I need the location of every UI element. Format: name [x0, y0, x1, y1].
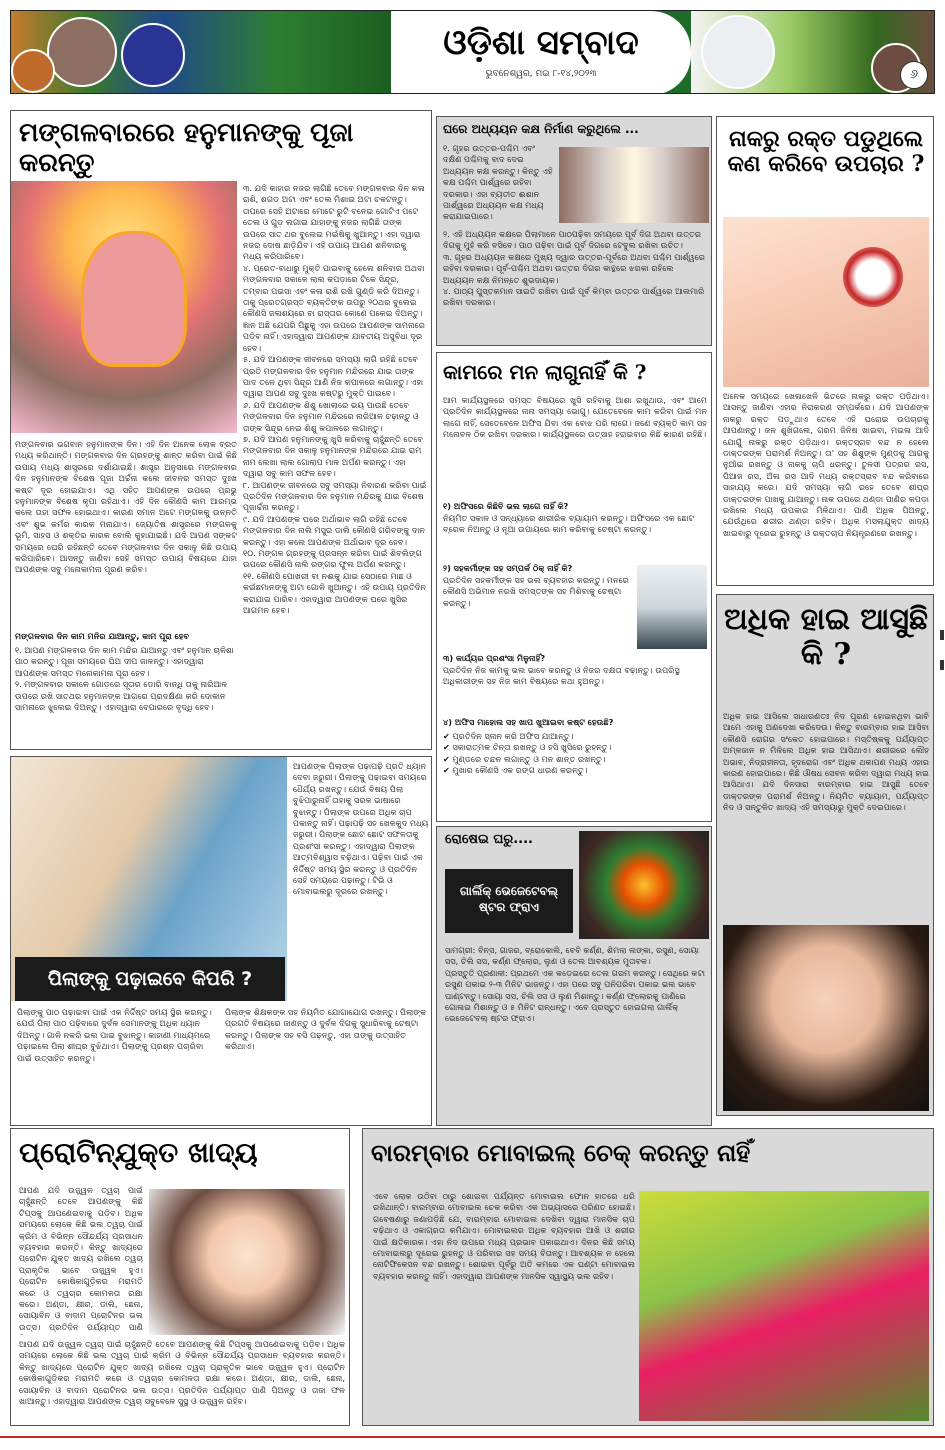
kids-study-left-bottom: ପିଲାଙ୍କୁ ପାଠ ପଢ଼ାଇବା ପାଇଁ ଏକ ନିର୍ଦ୍ଦିଷ୍ଟ ସମୟ ସ୍ଥିର କରନ୍ତୁ। ଯେଉଁ ପିଲା ପାଠ ପଢ଼ିବାରେ ଦୁର୍ବଳ ସେମାନଙ୍କୁ ଅଧିକ ଧ୍ୟାନ ଦିଅନ୍ତୁ। ଗାଳି ନକରି ଭଲ ପାଇ ବୁଝାନ୍ତୁ। କାହାଣୀ ମାଧ୍ୟମରେ ପଢ଼ାଇଲେ ପିଲା ଶୀଘ୍ର ବୁଝିଥାଏ। ପିଲାଙ୍କୁ ପ୍ରଶ୍ନ ପଚାରିବା ପାଇଁ ଉତ୍ସାହିତ କରନ୍ତୁ। [17, 1007, 212, 1063]
article-subhead: ମଙ୍ଗଳବାର ଦିନ କାମ ମନିର ଯାଆନ୍ତୁ, କାମ ପୂରା ହେବ [15, 631, 190, 641]
article-headline: ବାରମ୍ବାର ମୋବାଇଲ୍ ଚେକ୍ କରନ୍ତୁ ନାହିଁ [371, 1138, 751, 1167]
paper-dateline: ଭୁବନେଶ୍ୱର, ମଇ ୮-୧୪,୨୦୨୩ [485, 69, 597, 79]
yawning-woman-image [723, 925, 929, 1111]
focus-a4: ✔ ପ୍ରତିଦିନ ସ୍ନାନ କରି ଅଫିସ ଯାଆନ୍ତୁ। ✔ ସକାରାତ୍ମକ ଚିନ୍ତା ରଖନ୍ତୁ ଓ ହସି ଖୁସିରେ ରୁହନ୍ତୁ। ✔ ମୁଣ୍ଡରେ ଚନ୍ଦନ ଲଗାନ୍ତୁ ଓ ମନ ଶାନ୍ତ ରଖନ୍ତୁ। ✔ ମୁଖାର କୌଣସି ଏକ ରଙ୍ଗ ଧାରଣ କରନ୍ତୁ। [443, 731, 612, 776]
article-headline: ଅଧିକ ହାଇ ଆସୁଛି କି ? [724, 602, 928, 672]
kids-study-headline: ପିଲାଙ୍କୁ ପଢ଼ାଇବେ କିପରି ? [47, 968, 253, 990]
focus-q3: ୩) କାର୍ଯ୍ୟର ପ୍ରଶଂସା ମିଳୁନାହିଁ? [443, 653, 546, 663]
registration-mark [940, 630, 944, 640]
recipe-title-box [445, 869, 573, 933]
article-hanuman [10, 110, 432, 750]
article-recipe [436, 826, 712, 1126]
article-headline: ନାକରୁ ରକ୍ତ ପଡୁଥିଲେ କଣ କରିବେ ଉପଚାର ? [727, 126, 925, 178]
kids-study-right-top: ଆପଣଙ୍କ ପିଲାଙ୍କ ପଢ଼ାପଢ଼ି ପ୍ରତି ଧ୍ୟାନ ଦେବା ଜରୁରୀ। ପିଲାଙ୍କୁ ପଢ଼ାଇବା ସମୟରେ ଧୈର୍ଯ୍ୟ ରଖନ୍ତୁ। ଯେଉଁ ବିଷୟ ପିଲା ବୁଝିପାରୁନାହିଁ ତାହାକୁ ସରଳ ଭାଷାରେ ବୁଝାନ୍ତୁ। ପିଲାଙ୍କ ଉପରେ ଅଧିକ ଚାପ ପକାନ୍ତୁ ନାହିଁ। ପଢ଼ାପଢ଼ି ସହ ଖେଳକୁଦ ମଧ୍ୟ ଜରୁରୀ। ପିଲାଙ୍କ ଛୋଟ ଛୋଟ ସଫଳତାକୁ ପ୍ରଶଂସା କରନ୍ତୁ। ଏହାଦ୍ୱାରା ପିଲାଙ୍କ ଆତ୍ମବିଶ୍ୱାସ ବଢ଼ିଥାଏ। ପଢ଼ିବା ପାଇଁ ଏକ ନିର୍ଦ୍ଦିଷ୍ଟ ସମୟ ସ୍ଥିର କରନ୍ତୁ ଓ ପ୍ରତିଦିନ ସେହି ସମୟରେ ପଢ଼ାନ୍ତୁ। ଟିଭି ଓ ମୋବାଇଲରୁ ଦୂରରେ ରଖନ୍ତୁ। [293, 761, 429, 897]
article-intro: ମଙ୍ଗଳବାର ଭଗବାନ ହନୁମାନଙ୍କ ଦିନ। ଏହି ଦିନ ଅନେକ ଲୋକ ବ୍ରତ ମଧ୍ୟ କରିଥାନ୍ତି। ମଙ୍ଗଳବାର ଦିନ ଗ୍ରହଙ୍କୁ ଶାନ୍ତ କରିବା ପାଇଁ କିଛି ଉପାୟ ମଧ୍ୟ ଶାସ୍ତ୍ରରେ ଦର୍ଶାଯାଇଛି। ଶାସ୍ତ୍ର ଅନୁସାରେ ମଙ୍ଗଳବାର ଦିନ ହନୁମାନଙ୍କ ବିଶେଷ ପୂଜା ଅର୍ଚ୍ଚନା କଲେ ଜୀବନର ସମସ୍ତ ଦୁଃଖ କଷ୍ଟ ଦୂର ହୋଇଯାଏ। ଏଥି ସହିତ ଆପଣଙ୍କ ଉପରେ ପ୍ରଭୁ ହନୁମାନଙ୍କ ବିଶେଷ କୃପା ରହିଥାଏ। ଏହି ଦିନ କୌଣସି କାମ ଆରମ୍ଭ କଲେ ତାହା ସଫଳ ହୋଇଥାଏ। କାରଣ ସମାନ ଅଟେ ମଙ୍ଗଳକୁ ଉନ୍ନତି ଏବଂ ଶୁଭ କର୍ମର କାରକ ମନାଯାଏ। ଜ୍ୟୋତିଷ ଶାସ୍ତ୍ରରେ ମଙ୍ଗଳକୁ ଭୂମି, ସାହସ ଓ ଶକ୍ତିର କାରକ ବୋଲି କୁହାଯାଇଛି। ଯଦି ଆପଣ ସଙ୍କଟ ସମୟରେ ଘେରି ରହିଛନ୍ତି ତେବେ ମଙ୍ଗଳବାର ଦିନ ସକାଳୁ କିଛି ଉପାୟ କରିପାରିବେ। ଆସନ୍ତୁ ଜାଣିବା ସେହି ସମସ୍ତ ଉପାୟ ବିଷୟରେ ଯାହା ଆପଣଙ୍କ ସବୁ ମନୋକାମନା ପୂରଣ କରିବ। [15, 439, 237, 575]
article-mobile [362, 1128, 934, 1426]
article-text-left-points: ୧. ଆପଣ ମଙ୍ଗଳବାର ଦିନ କାମ ମନ୍ଦିର ଯାଆନ୍ତୁ ଏବଂ ହନୁମାନ ଚାଳିଶା ପାଠ କରନ୍ତୁ। ପୂଜା ସମୟରେ ଘିଅ ଦୀପ ଜାଳନ୍ତୁ। ଏହାଦ୍ୱାରା ଆପଣଙ୍କ ସମସ୍ତ ମନୋକାମନା ପୂରା ହେବ। ୨. ମଙ୍ଗଳବାର ସକାଳେ ଗୋଡ଼ରେ ସୂତାର ଡୋରି ବାନ୍ଧି ତାକୁ ନାରିଆଳ ଉପରେ ରଖି ସାତଥର ହନୁମାନଙ୍କ ଆଗରେ ପ୍ରଦକ୍ଷିଣା କରି ଦୋକାନ ସାମନାରେ ଝୁଲେଇ ଦିଅନ୍ତୁ। ଏହାଦ୍ୱାରା ବେପାରରେ ବୃଦ୍ଧି ହେବ। [15, 645, 234, 713]
girls-with-phone-image [639, 1191, 929, 1421]
masthead-title-block [391, 11, 691, 94]
study-text-left: ୧. ଗୃହର ଉତ୍ତର-ପଶ୍ଚିମ ଏବଂ ଦକ୍ଷିଣ ପଶ୍ଚିମକୁ ବାଦ ଦେଇ ଅଧ୍ୟୟନ କକ୍ଷ କରନ୍ତୁ। କିନ୍ତୁ ଏହି କକ୍ଷ ପଶ୍ଚିମ ପାର୍ଶ୍ୱରେ ରହିବା ଦରକାର। ଏହା ବ୍ୟତୀତ ଈଶାନ ପାର୍ଶ୍ୱରେ ଅଧ୍ୟୟନ କକ୍ଷ ମଧ୍ୟ କରାଯାଇପାରେ। [443, 143, 553, 222]
recipe-kicker: ରୋଷେଇ ଘରୁ.... [445, 832, 533, 847]
stir-fry-image [579, 831, 709, 939]
nosebleed-body: ଅନେକ ସମୟରେ ଖେଳାଖେଳି ଭିତରେ ନାକରୁ ରକ୍ତ ପଡ଼ିଥାଏ। ଆସନ୍ତୁ ଜାଣିବା ଏହାର ନିରାକରଣ ସମ୍ପର୍କରେ। ଯଦି ଆପଣଙ୍କ ନାକରୁ ରକ୍ତ ପଡ଼ୁଥାଏ ତେବେ ଏହି ଘରୋଇ ଉପଚାରକୁ ଆପଣାନ୍ତୁ। ଜଳ ଶୁଖିଗଲେ, ଗରମ ଜିନିଷ ଖାଇବା, ମଇଳା ଆଦି ଯୋଗୁଁ ନାକରୁ ରକ୍ତ ପଡ଼ିଥାଏ। ରକ୍ତସ୍ରାବ ବନ୍ଦ ନ ହେଲେ ଡାକ୍ତରଙ୍କ ପରାମର୍ଶ ନିଅନ୍ତୁ। ତା' ସହ ଶିଶୁଙ୍କ ମୁଣ୍ଡକୁ ଆଗକୁ ନୁଆଁଇ ରଖନ୍ତୁ ଓ ନାକକୁ ଚାପି ଧରନ୍ତୁ। ତୁଳସୀ ପତ୍ରର ରସ, ପିଆଜ ରସ, ଅଁଳା ରସ ଆଦି ମଧ୍ୟ ରକ୍ତସ୍ରାବ ବନ୍ଦ କରିବାରେ ସାହାଯ୍ୟ କରେ। ଯଦି ସମସ୍ୟା ଲାଗି ରହେ ତେବେ ଶୀଘ୍ର ଡାକ୍ତରଙ୍କ ପାଖକୁ ଯାଆନ୍ତୁ। ନାକ ଉପରେ ଥଣ୍ଡା ପାଣିର କପଡ଼ା ରଖିଲେ ମଧ୍ୟ ଉପକାର ମିଳିଥାଏ। ପାଣି ଅଧିକ ପିଅନ୍ତୁ, ଯେଉଁଥିରେ ଶରୀର ଥଣ୍ଡା ରହିବ। ଅଧିକ ମସଲାଯୁକ୍ତ ଖାଦ୍ୟ ଖାଇବାରୁ ଦୂରେଇ ରୁହନ୍ତୁ ଓ ରକ୍ତଚାପ ନିୟନ୍ତ୍ରଣରେ ରଖନ୍ତୁ। [723, 391, 929, 538]
article-text-right-column: ୩. ଯଦି କାହାର ନଜର ଲାଗିଛି ତେବେ ମଙ୍ଗଳବାର ଦିନ କଳା ରାଶି, ଶଗଡ ଅଟା ଏବଂ ତେଲ ମିଶାଇ ଅଟା ଚକଟନ୍ତୁ। ତାପରେ ସେହି ଅଟାରେ ମୋଟେ ରୁଟି ବନେଇ ଗୋଟିଏ ପଟେ ତେଲ ଓ ଗୁଡ଼ ଲଗାଇ ଯାହାଙ୍କୁ ନଜର ଲାଗିଛି ତାଙ୍କ ଉପରେ ସାତ ଥର ବୁଲେଇ ମଇଁଷିକୁ ଖୁଆନ୍ତୁ। ଏହା ଦ୍ୱାରା ନଜର ଦୋଷ ଛାଡ଼ିଯିବ। ଏହି ଉପାୟ ଆପଣ ଶନିବାରକୁ ମଧ୍ୟ କରିପାରିବେ। ୪. ପ୍ରେତ-ବାଧାରୁ ମୁକ୍ତି ପାଇବାକୁ ହେଲେ ଶନିବାର ଅଥବା ମଙ୍ଗଳବାର ସକାଳେ ଲାଲ କପଡ଼ାରେ ଟିକେ ସିନ୍ଦୂର, ତମ୍ବାର ପଇସା ଏବଂ କଳା ରାଶି ରଖି ଗୁଣ୍ଡି କରି ଦିଅନ୍ତୁ। ତାକୁ ପ୍ରେତଗ୍ରସ୍ତ ବ୍ୟକ୍ତିଙ୍କ ଉପରୁ ୨୦ଥର ବୁଲେଇ କୌଣସି ଜଳାଶୟରେ ବା ରାସ୍ତାର କୋଣେ ପକେଇ ଦିଅନ୍ତୁ। ଜ୍ଞାନ ଅଛି ଯେପରି ପିଛୁକୁ ଏହା ଉପରେ ଆପଣଙ୍କ ସାମନାରେ ପଡ଼ିବ ନାହିଁ। ଏହାଦ୍ୱାରା ଆପଣଙ୍କ ଯାବତୀୟ ଅସୁବିଧା ଦୂର ହେବ। ୫. ଯଦି ଆପଣଙ୍କ ଜୀବନରେ ସମସ୍ୟା ଲାଗି ରହିଛି ତେବେ ପ୍ରତି ମଙ୍ଗଳବାର ଦିନ ହନୁମାନ ମନ୍ଦିରରେ ଯାଇ ତାଙ୍କ ପାଦ ତଳେ ଥିବା ସିନ୍ଦୂର ଆଣି ନିଜ କପାଳରେ ଲଗାନ୍ତୁ। ଏହା ଦ୍ୱାରା ଆପଣ ସବୁ ଦୁଃଖ କଷ୍ଟରୁ ମୁକ୍ତି ପାଇବେ। ୬. ଯଦି ଆପଣଙ୍କ ଶିଶୁ ଖୋଲାରେ ଭୟ ପାଉଛି ତେବେ ମଙ୍ଗଳବାର ଦିନ ହନୁମାନ ମନ୍ଦିରରେ ନାରିଆଳ ଚଢ଼ାନ୍ତୁ ଓ ତାଙ୍କ ସିନ୍ଦୂର ନେଇ ଶିଶୁ କପାଳରେ ଲଗାନ୍ତୁ। ୭. ଯଦି ଆପଣ ହନୁମାନଙ୍କୁ ଖୁସି କରିବାକୁ ଚାହୁଁଛନ୍ତି ତେବେ ମଙ୍ଗଳବାର ଦିନ ସକାଳୁ ହନୁମାନଙ୍କ ମନ୍ଦିରରେ ଯାଇ ରାମ ନାମ ଲେଖା ଲାଲ ଗୋଲାପ ମାଳ ଅର୍ପଣ କରନ୍ତୁ। ଏହା ଦ୍ୱାରା ସବୁ କାମ ସଫଳ ହେବ। ୮. ଆପଣଙ୍କ ଜୀବନରେ ସବୁ ସମସ୍ୟା ନିବାରଣ କରିବା ପାଇଁ ପ୍ରତିଦିନ ମଙ୍ଗଳବାର ଦିନ ହନୁମାନ ମନ୍ଦିରକୁ ଯାଇ ବିଶେଷ ପୂଜାର୍ଚ୍ଚନା କରନ୍ତୁ। ୯. ଯଦି ଆପଣଙ୍କ ଘରେ ଅର୍ଥାଭାବ ଲାଗି ରହିଛି ତେବେ ମଙ୍ଗଳବାର ଦିନ ନାଲି ମସୁର ଡାଲି କୌଣସି ଗରିବଙ୍କୁ ଦାନ କରନ୍ତୁ। ଏହା କଲେ ଆପଣଙ୍କ ଅର୍ଥାଭାବ ଦୂର ହେବ। ୧୦. ମଙ୍ଗଳ ଗ୍ରହଙ୍କୁ ପ୍ରସନ୍ନ କରିବା ପାଇଁ ଶିବଲିଙ୍ଗ ଉପରେ କୌଣସି ନାଲି ରଙ୍ଗର ଫୁଲ ଅର୍ପଣ କରନ୍ତୁ। ୧୧. କୌଣସି ପୋଖରୀ ବା ନଈକୁ ଯାଇ ସେଠାରେ ମାଛ ଓ କଇଁଛମାନଙ୍କୁ ଅଟା ଗୋଳି ଖୁଆନ୍ତୁ। ଏହି ଉପାୟ ପ୍ରତିଦିନ କରାଯାଇ ପାରିବ। ଏହାଦ୍ୱାରା ଆପଣଙ୍କ ଘରେ ଖୁସିର ଆଗମନ ହେବ। [243, 183, 427, 616]
nosebleed-image [723, 217, 929, 387]
masthead-photo [701, 15, 775, 89]
yawning-body: ଅଧିକ ହାଇ ଆସିଲେ ସାଧାରଣତଃ ନିଦ ପୂରଣ ହୋଇନଥିବା ଭାବି ଆମେ ଏହାକୁ ଅଣଦେଖା କରିଦେଉ। କିନ୍ତୁ ବାରମ୍ବାର ହାଇ ଆସିବା କୌଣସି ରୋଗର ସଂକେତ ହୋଇପାରେ। ମସ୍ତିଷ୍କକୁ ପର୍ଯ୍ୟାପ୍ତ ଅମ୍ଳଜାନ ନ ମିଳିଲେ ଅଧିକ ହାଇ ଆସିଥାଏ। ଶରୀରରେ ଲୌହ ଅଭାବ, ନିଦ୍ରାହୀନତା, ହୃଦରୋଗ ଏବଂ ଅଧିକ ଥକାପଣ ମଧ୍ୟ ଏହାର କାରଣ ହୋଇପାରେ। କିଛି ଔଷଧ ସେବନ କରିବା ଦ୍ୱାରା ମଧ୍ୟ ହାଇ ଆସିଥାଏ। ଯଦି ଦିନସାରା ବାରମ୍ବାର ହାଇ ଆସୁଛି ତେବେ ଡାକ୍ତରଙ୍କ ପରାମର୍ଶ ନିଅନ୍ତୁ। ନିୟମିତ ବ୍ୟାୟାମ, ପର୍ଯ୍ୟାପ୍ତ ନିଦ ଓ ସନ୍ତୁଳିତ ଖାଦ୍ୟ ଏହି ସମସ୍ୟାରୁ ମୁକ୍ତି ଦେଇପାରେ। [723, 711, 929, 813]
focus-q2: ୨) ସହକର୍ମୀଙ୍କ ସହ ସମ୍ପର୍କ ଠିକ୍ ନାହିଁ କି? [443, 563, 573, 573]
article-headline: ପ୍ରୋଟିନ୍‌ଯୁକ୍ତ ଖାଦ୍ୟ [19, 1136, 258, 1169]
hanuman-image [11, 181, 237, 433]
article-study-room [436, 116, 712, 346]
masthead-right-photos [691, 11, 935, 94]
article-headline: କାମରେ ମନ ଲାଗୁନାହିଁ କି ? [443, 360, 647, 384]
woman-skin-image [149, 1189, 345, 1335]
article-kids-study [10, 756, 432, 1126]
article-yawning [716, 594, 934, 1116]
kids-study-right-bottom: ପିଲାଙ୍କ ଶିକ୍ଷକଙ୍କ ସହ ନିୟମିତ ଯୋଗାଯୋଗ ରଖନ୍ତୁ। ପିଲାଙ୍କ ପ୍ରଗତି ବିଷୟରେ ଜାଣନ୍ତୁ ଓ ଦୁର୍ବଳ ଦିଗକୁ ସୁଧାରିବାକୁ ଚେଷ୍ଟା କରନ୍ତୁ। ପିଲାଙ୍କ ସହ ବସି ପଢ଼ନ୍ତୁ, ଏହା ତାଙ୍କୁ ଉତ୍ସାହିତ କରିଥାଏ। [225, 1007, 427, 1052]
library-image [559, 147, 709, 223]
focus-a2: ପ୍ରତିଦିନ ସହକର୍ମୀଙ୍କ ସହ ଭଲ ବ୍ୟବହାର କରନ୍ତୁ। ମନରେ କୌଣସି ଅଭିମାନ ନରଖି ସମସ୍ତଙ୍କ ସହ ମିଶିବାକୁ ଚେଷ୍ଟା କରନ୍ତୁ। [443, 575, 629, 608]
bottom-rule [0, 1436, 945, 1438]
article-headline: ମଙ୍ଗଳବାରରେ ହନୁମାନଙ୍କୁ ପୂଜା କରନ୍ତୁ [19, 118, 354, 178]
article-focus [436, 352, 712, 822]
focus-q1: ୧) ଅଫିସରେ କିଛିବି ଭଲ ଲାଗେ ନାହିଁ କି? [443, 501, 569, 511]
page-number: ୬ [900, 61, 928, 89]
article-headline: ଘରେ ଅଧ୍ୟୟନ କକ୍ଷ ନିର୍ମାଣ କରୁଥିଲେ ... [443, 122, 639, 136]
focus-a1: ନିୟମିତ ସକାଳ ଓ ସନ୍ଧ୍ୟାରେ ଶାରୀରିକ ବ୍ୟାୟାମ କରନ୍ତୁ। ଅଫିସରେ ଏକ ଛୋଟ ବ୍ରେକ ନିଅନ୍ତୁ ଓ ନୂଆ ଉପାୟରେ କାମ କରିବାକୁ ଚେଷ୍ଟା କରନ୍ତୁ। [443, 513, 695, 535]
masthead [10, 10, 935, 94]
protein-body: ଆପଣ ଯଦି ଉଜ୍ଜ୍ୱଳ ତ୍ୱଚା ପାଇଁ ଚାହୁଁଛନ୍ତି ତେବେ ଆପଣଙ୍କୁ କିଛି ଟିପ୍ସକୁ ଆପଣେଇବାକୁ ପଡ଼ିବ। ଅଧିକ ସମୟରେ ଲୋକେ କିଛି ଭଲ ତ୍ୱଚା ପାଇଁ କ୍ରିମ ଓ ବିଭିନ୍ନ ସୌନ୍ଦର୍ଯ୍ୟ ପ୍ରସାଧନ ବ୍ୟବହାର କରନ୍ତି। କିନ୍ତୁ ଖାଦ୍ୟରେ ପ୍ରୋଟିନ ଯୁକ୍ତ ଖାଦ୍ୟ ରଖିଲେ ତ୍ୱଚା ପ୍ରାକୃତିକ ଭାବେ ଉଜ୍ଜ୍ୱଳ ହୁଏ। ପ୍ରୋଟିନ କୋଷିକାଗୁଡ଼ିକର ମରାମତି କରେ ଓ ତ୍ୱଚାର କୋମଳତା ରକ୍ଷା କରେ। ଅଣ୍ଡା, କ୍ଷୀର, ଡାଲି, ଛେନା, ସୋୟାବିନ ଓ ବାଦାମ ପ୍ରୋଟିନର ଭଲ ଉତ୍ସ। ପ୍ରତିଦିନ ପର୍ଯ୍ୟାପ୍ତ ପାଣି [19, 1185, 143, 1332]
masthead-left-photos [11, 11, 391, 94]
focus-intro: ଆମ କାର୍ଯ୍ୟସ୍ଥଳରେ ସମସ୍ତ ବିଷୟରେ ଖୁସି ରହିବାକୁ ଆଶା ରଖୁଥାଉ, ଏବଂ ଆମେ ପ୍ରତିଦିନ କାର୍ଯ୍ୟସ୍ଥଳରେ ନାନା ସମସ୍ୟା ଭୋଗୁ। ଯେତେବେଳେ କାମ କରିବା ପାଇଁ ମନ ଲାଗେ ନାହିଁ, ସେତେବେଳେ ଅଫିସ ଯିବା ଏକ ବୋଝ ପରି ଲାଗେ। ଜଣେ ବ୍ୟକ୍ତି କାମ ସହ ମନୋବଳ ଠିକ ରଖିବା ଦରକାର। କାର୍ଯ୍ୟସ୍ଥଳରେ ଉତ୍ସାହ ହରାଇବାର କିଛି କାରଣ ରହିଛି। [443, 395, 707, 440]
protein-body-text: ଆପଣ ଯଦି ଉଜ୍ଜ୍ୱଳ ତ୍ୱଚା ପାଇଁ ଚାହୁଁଛନ୍ତି ତେବେ ଆପଣଙ୍କୁ କିଛି ଟିପ୍ସକୁ ଆପଣେଇବାକୁ ପଡ଼ିବ। ଅଧିକ ସମୟରେ ଲୋକେ କିଛି ଭଲ ତ୍ୱଚା ପାଇଁ କ୍ରିମ ଓ ବିଭିନ୍ନ ସୌନ୍ଦର୍ଯ୍ୟ ପ୍ରସାଧନ ବ୍ୟବହାର କରନ୍ତି। କିନ୍ତୁ ଖାଦ୍ୟରେ ପ୍ରୋଟିନ ଯୁକ୍ତ ଖାଦ୍ୟ ରଖିଲେ ତ୍ୱଚା ପ୍ରାକୃତିକ ଭାବେ ଉଜ୍ଜ୍ୱଳ ହୁଏ। ପ୍ରୋଟିନ କୋଷିକାଗୁଡ଼ିକର ମରାମତି କରେ ଓ ତ୍ୱଚାର କୋମଳତା ରକ୍ଷା କରେ। ଅଣ୍ଡା, କ୍ଷୀର, ଡାଲି, ଛେନା, ସୋୟାବିନ ଓ ବାଦାମ ପ୍ରୋଟିନର ଭଲ ଉତ୍ସ। ପ୍ରତିଦିନ ପର୍ଯ୍ୟାପ୍ତ ପାଣି ପିଅନ୍ତୁ ଓ ତାଜା ଫଳ ଖାଆନ୍ତୁ। ଏହାଦ୍ୱାରା ଆପଣଙ୍କ ତ୍ୱଚା ସବୁବେଳେ ସୁସ୍ଥ ଓ ଉଜ୍ଜ୍ୱଳ ରହିବ। [19, 1339, 345, 1407]
recipe-title: ଗାର୍ଲିକ୍ ଭେଜେଟେବଲ୍ ଷ୍ଟର ଫ୍ରାଏ [459, 884, 559, 914]
masthead-photo [121, 23, 185, 87]
masthead-photo [47, 17, 117, 87]
paper-name: ଓଡ଼ିଶା ସମ୍ବାଦ [443, 23, 639, 63]
office-woman-image [637, 565, 707, 649]
masthead-photo [11, 49, 55, 93]
article-nosebleed [716, 116, 934, 586]
mobile-body: ଏବେ ଲୋକ ଉଠିବା ଠାରୁ ଶୋଇବା ପର୍ଯ୍ୟନ୍ତ ମୋବାଇଲ ଫୋନ ହାତରେ ଧରି ରଖିଥାନ୍ତି। ବାରମ୍ବାର ମୋବାଇଲ ଚେକ କରିବା ଏକ ଅଭ୍ୟାସରେ ପରିଣତ ହୋଇଛି। ଗବେଷଣାରୁ ଜଣାପଡ଼ିଛି ଯେ, ବାରମ୍ବାର ମୋବାଇଲ ଦେଖିବା ଦ୍ୱାରା ମାନସିକ ଚାପ ବଢ଼ିଥାଏ ଓ ଏକାଗ୍ରତା କମିଯାଏ। ମୋବାଇଲର ଅଧିକ ବ୍ୟବହାର ଆଖି ଓ ଶରୀର ପାଇଁ କ୍ଷତିକାରକ। ଏହା ନିଦ ଉପରେ ମଧ୍ୟ ପ୍ରଭାବ ପକାଇଥାଏ। ଦିନର କିଛି ସମୟ ମୋବାଇଲରୁ ଦୂରେଇ ରୁହନ୍ତୁ ଓ ପରିବାର ସହ ସମୟ ବିତାନ୍ତୁ। ଆବଶ୍ୟକ ନ ହେଲେ ନୋଟିଫିକେସନ ବନ୍ଦ ରଖନ୍ତୁ। ଶୋଇବା ପୂର୍ବରୁ ଅତି କମରେ ଏକ ଘଣ୍ଟା ମୋବାଇଲ ବ୍ୟବହାର କରନ୍ତୁ ନାହିଁ। ଏହାଦ୍ୱାରା ଆପଣଙ୍କ ମାନସିକ ସ୍ୱାସ୍ଥ୍ୟ ଭଲ ରହିବ। [373, 1191, 635, 1281]
article-protein [10, 1128, 350, 1426]
study-text-full: ୨. ଏହି ଅଧ୍ୟୟନ କକ୍ଷରେ ପିଲାମାନେ ପାଠପଢ଼ିବା ସମୟରେ ପୂର୍ବ ଦିଗ ଅଥବା ଉତ୍ତର ଦିଗକୁ ମୁହଁ କରି ବସିବେ। ପାଠ ପଢ଼ିବା ପାଇଁ ପୂର୍ବ ଦିଗରେ ଟେବୁଲ ରଖିବା ଉଚିତ। ୩. ଗୃହର ଅଧ୍ୟୟନ କକ୍ଷରେ ମୁଖ୍ୟ ଦ୍ୱାର ଉତ୍ତର-ପୂର୍ବରେ ଅଥବା ପଶ୍ଚିମ ପାର୍ଶ୍ୱରେ ରହିବା ଦରକାର। ପୂର୍ବ-ପଶ୍ଚିମ ଅଥବା ଉତ୍ତର ଦିଗର କାନ୍ଥରେ ଝରକା ରହିଲେ ଅଧ୍ୟୟନ କକ୍ଷ ନିମନ୍ତେ ଶୁଭଦାୟକ। ୪. ପାଠ୍ୟ ପୁସ୍ତକମାନ ସାଇତି ରଖିବା ପାଇଁ ପୂର୍ବ କିମ୍ବା ଉତ୍ତର ପାର୍ଶ୍ୱରେ ଆଲମାରି ରଖିବା ଦରକାର। [443, 229, 705, 308]
registration-mark [940, 660, 944, 670]
focus-q4: ୪) ଅଫିସ ମାହୋଲ ସହ ଖାପ ଖୁଆଇବା କଷ୍ଟ ହେଉଛି? [443, 717, 614, 727]
focus-a3: ପ୍ରତିଦିନ ନିଜ କାମକୁ ଭଲ ଭାବେ କରନ୍ତୁ ଓ ନିଜର ଦକ୍ଷତା ବଢ଼ାନ୍ତୁ। ଉପରିସ୍ଥ ଅଧିକାରୀଙ୍କ ସହ ନିଜ କାମ ବିଷୟରେ କଥା ହୁଅନ୍ତୁ। [443, 665, 680, 687]
protein-body-continued [19, 1339, 345, 1423]
recipe-body: ସାମଗ୍ରୀ: ବିନ୍ସ, ଗାଜର, ବ୍ରୋକୋଲି, ବେବି କର୍ଣ୍ଣ, ଶିମଲା ଲଙ୍କା, ରସୁଣ, ସୋୟା ସସ, ଚିଲି ସସ, କର୍ଣ୍ଣ ଫ୍ଲୋର, ଲୁଣ ଓ ତେଲ ଆବଶ୍ୟକ ମୁତାବକ। ପ୍ରସ୍ତୁତି ପ୍ରଣାଳୀ: ପ୍ରଥମେ ଏକ କଡ଼େଇରେ ତେଲ ଗରମ କରନ୍ତୁ। ସେଥିରେ କଟା ରସୁଣ ପକାଇ ୨-୩ ମିନିଟ ଭାଜନ୍ତୁ। ଏହା ପରେ ସବୁ ପନିପରିବା ପକାଇ ଭଲ ଭାବେ ଘାଣ୍ଟନ୍ତୁ। ସୋୟା ସସ, ଚିଲି ସସ ଓ ଲୁଣ ମିଶାନ୍ତୁ। କର୍ଣ୍ଣ ଫ୍ଲୋରକୁ ପାଣିରେ ଗୋଳାଇ ମିଶାନ୍ତୁ ଓ ୫ ମିନିଟ ରାନ୍ଧନ୍ତୁ। ଏବେ ପ୍ରସ୍ତୁତ ହୋଇଗଲା ଗାର୍ଲିକ୍ ଭେଜେଟେବଲ୍ ଷ୍ଟର ଫ୍ରାଏ। [445, 945, 706, 1024]
article-headline [15, 957, 285, 1001]
